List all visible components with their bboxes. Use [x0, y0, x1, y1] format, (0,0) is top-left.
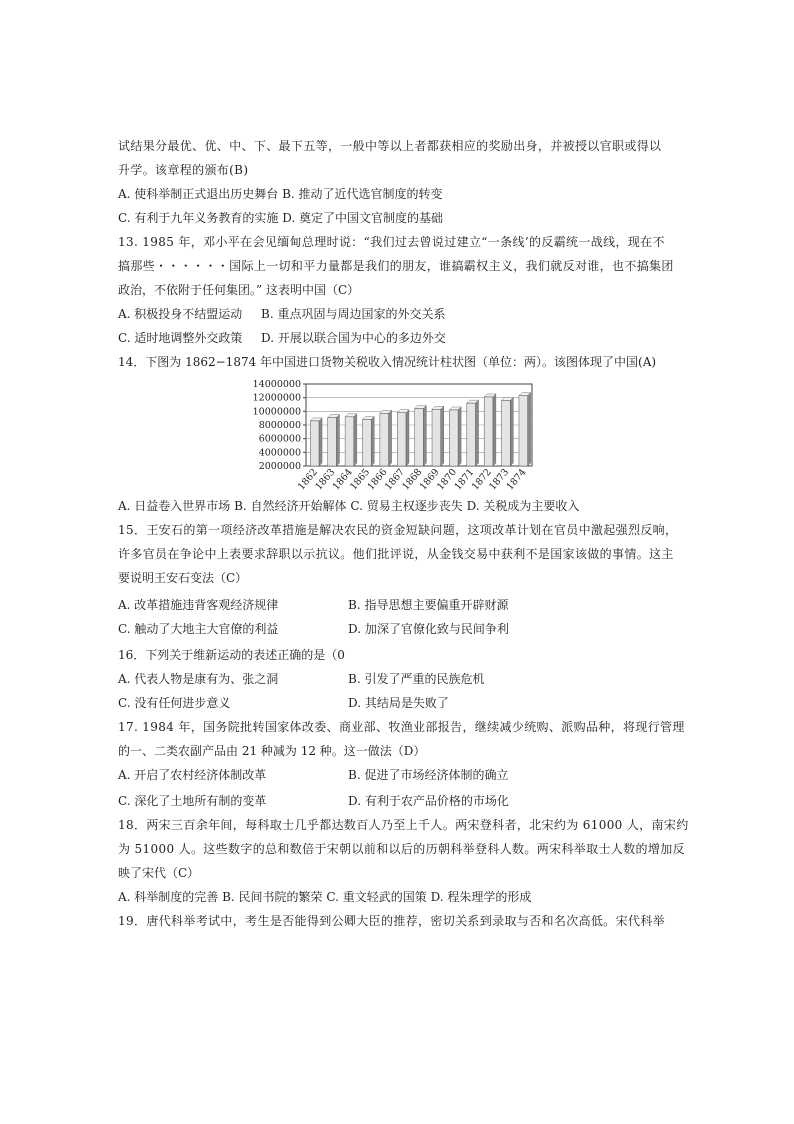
- q18-options: A. 科举制度的完善 B. 民间书院的繁荣 C. 重文轻武的国策 D. 程朱理学的形成: [118, 890, 532, 904]
- bar: [345, 417, 354, 466]
- bar-side: [336, 414, 339, 466]
- tariff-bar-chart: [252, 378, 538, 493]
- x-tick-label: 1867: [382, 466, 407, 493]
- q12-text-line-1: 试结果分最优、优、中、下、最下五等，一般中等以上者都获相应的奖励出身，并被授以官职或得以: [118, 139, 662, 153]
- q17-option-a: A. 开启了农村经济体制改革: [118, 768, 267, 782]
- q16-options-row-2: [118, 695, 449, 711]
- y-tick-label: 10000000: [252, 406, 301, 418]
- q15-option-b: B. 指导思想主要偏重开辟财源: [348, 598, 509, 612]
- x-tick-label: 1868: [400, 466, 425, 493]
- q17-option-b: B. 促进了市场经济体制的确立: [348, 768, 509, 782]
- q16-option-d: D. 其结局是失败了: [348, 696, 449, 710]
- x-tick-label: 1874: [504, 466, 529, 493]
- bar: [519, 396, 528, 466]
- x-tick-label: 1863: [313, 466, 338, 493]
- x-tick-label: 1865: [348, 466, 373, 493]
- q13-option-d: D. 开展以联合国为中心的多边外交: [261, 331, 446, 345]
- q15-option-d: D. 加深了官僚化致与民间争利: [348, 622, 509, 636]
- bar-side: [476, 400, 479, 466]
- q18-text-line-1: 18．两宋三百余年间，每科取士几乎都达数百人乃至上千人。两宋登科者，北宋约为 61000 人，南宋约: [118, 818, 689, 832]
- bar-side: [528, 393, 531, 466]
- bar: [415, 409, 424, 466]
- q18-text-line-2: 为 51000 人。这些数字的总和数倍于宋朝以前和以后的历朝科举登科人数。两宋科举取士人数的增加反: [118, 842, 685, 856]
- bar: [363, 420, 372, 466]
- q13-option-c: C. 适时地调整外交政策: [118, 331, 243, 345]
- x-tick-label: 1866: [365, 466, 390, 493]
- x-tick-label: 1869: [417, 466, 442, 493]
- q15-options-row-2: [118, 621, 509, 637]
- tariff-chart-svg: [252, 378, 538, 493]
- x-tick-label: 1871: [452, 466, 477, 493]
- bar-side: [423, 406, 426, 466]
- bar: [467, 403, 476, 466]
- q13-text-line-2: 搞那些・・・・・・国际上一切和平力量都是我们的朋友，谁搞霸权主义，我们就反对谁，也不搞集团: [118, 259, 674, 273]
- y-tick-label: 8000000: [258, 420, 301, 431]
- x-tick-label: 1870: [435, 466, 460, 493]
- q15-text-line-3: 要说明王安石变法（C）: [118, 571, 248, 585]
- q13-options-row-2: [118, 330, 446, 346]
- q12-text-line-2: 升学。该章程的颁布(B): [118, 163, 249, 177]
- q13-text-line-3: 政治，不依附于任何集团。” 这表明中国（C）: [118, 283, 360, 297]
- q15-option-c: C. 触动了大地主大官僚的利益: [118, 622, 279, 636]
- q15-text-line-2: 许多官员在争论中上表要求辞职以示抗议。他们批评说，从金钱交易中获利不是国家该做的事情。这主: [118, 547, 674, 561]
- bar: [484, 397, 493, 466]
- x-tick-label: 1872: [469, 466, 494, 493]
- x-tick-label: 1864: [330, 466, 355, 493]
- q17-option-d: D. 有利于农产品价格的市场化: [348, 794, 509, 808]
- q17-options-row-1: [118, 767, 509, 783]
- q17-text-line-1: 17. 1984 年，国务院批转国家体改委、商业部、牧渔业部报告，继续减少统购、派购品种，将现行管理: [118, 720, 685, 734]
- y-tick-label: 12000000: [252, 392, 301, 404]
- bar: [328, 417, 337, 466]
- q14-stem: 14．下图为 1862−1874 年中国进口货物关税收入情况统计柱状图（单位：两）。该图体现了中国(A): [118, 355, 657, 369]
- bar: [432, 409, 441, 466]
- q15-options-row-1: [118, 597, 509, 613]
- y-tick-label: 6000000: [258, 433, 301, 445]
- bar: [397, 413, 406, 466]
- bar-side: [319, 418, 322, 466]
- q16-option-c: C. 没有任何进步意义: [118, 696, 231, 710]
- x-tick-label: 1862: [296, 466, 320, 493]
- q16-option-a: A. 代表人物是康有为、张之洞: [118, 672, 279, 686]
- bar-side: [371, 417, 374, 466]
- bar: [310, 421, 319, 466]
- q17-option-c: C. 深化了土地所有制的变革: [118, 794, 267, 808]
- q13-option-b: B. 重点巩固与周边国家的外交关系: [261, 307, 446, 321]
- y-tick-label: 4000000: [258, 447, 301, 459]
- y-tick-label: 14000000: [252, 379, 301, 390]
- bar: [502, 400, 511, 466]
- q13-options-row-1: [118, 306, 446, 322]
- bar: [380, 413, 389, 466]
- bar-side: [441, 406, 444, 466]
- q18-text-line-3: 映了宋代（C）: [118, 866, 200, 880]
- q15-text-line-1: 15．王安石的第一项经济改革措施是解决农民的资金短缺问题，这项改革计划在官员中激起强烈反响，: [118, 523, 678, 537]
- q16-stem: 16．下列关于维新运动的表述正确的是（0: [118, 648, 345, 662]
- q17-options-row-2: [118, 793, 509, 809]
- q19-text-line-1: 19．唐代科举考试中，考生是否能得到公卿大臣的推荐，密切关系到录取与否和名次高低。宋代科举: [118, 914, 666, 928]
- bar-side: [458, 407, 461, 466]
- q12-options-line-1: A. 使科举制正式退出历史舞台 B. 推动了近代选官制度的转变: [118, 187, 443, 201]
- bar-side: [389, 410, 392, 466]
- bar-side: [354, 414, 357, 466]
- q12-options-line-2: C. 有利于九年义务教育的实施 D. 奠定了中国文官制度的基础: [118, 211, 444, 225]
- bar: [449, 410, 458, 466]
- x-tick-label: 1873: [487, 466, 512, 493]
- bar-side: [406, 410, 409, 466]
- y-tick-label: 2000000: [258, 461, 301, 472]
- q13-text-line-1: 13. 1985 年，邓小平在会见缅甸总理时说：“我们过去曾说过建立“一条线’的反霸统一战线，现在不: [118, 235, 665, 249]
- q16-option-b: B. 引发了严重的民族危机: [348, 672, 485, 686]
- q15-option-a: A. 改革措施违背客观经济规律: [118, 598, 279, 612]
- q14-options: A. 日益卷入世界市场 B. 自然经济开始解体 C. 贸易主权逐步丧失 D. 关税成为主要收入: [118, 499, 580, 513]
- q16-options-row-1: [118, 671, 485, 687]
- bar-side: [493, 394, 496, 466]
- q13-option-a: A. 积极投身不结盟运动: [118, 307, 243, 321]
- bar-side: [510, 397, 513, 466]
- q17-text-line-2: 的一、二类农副产品由 21 种减为 12 种。这一做法（D）: [118, 744, 426, 758]
